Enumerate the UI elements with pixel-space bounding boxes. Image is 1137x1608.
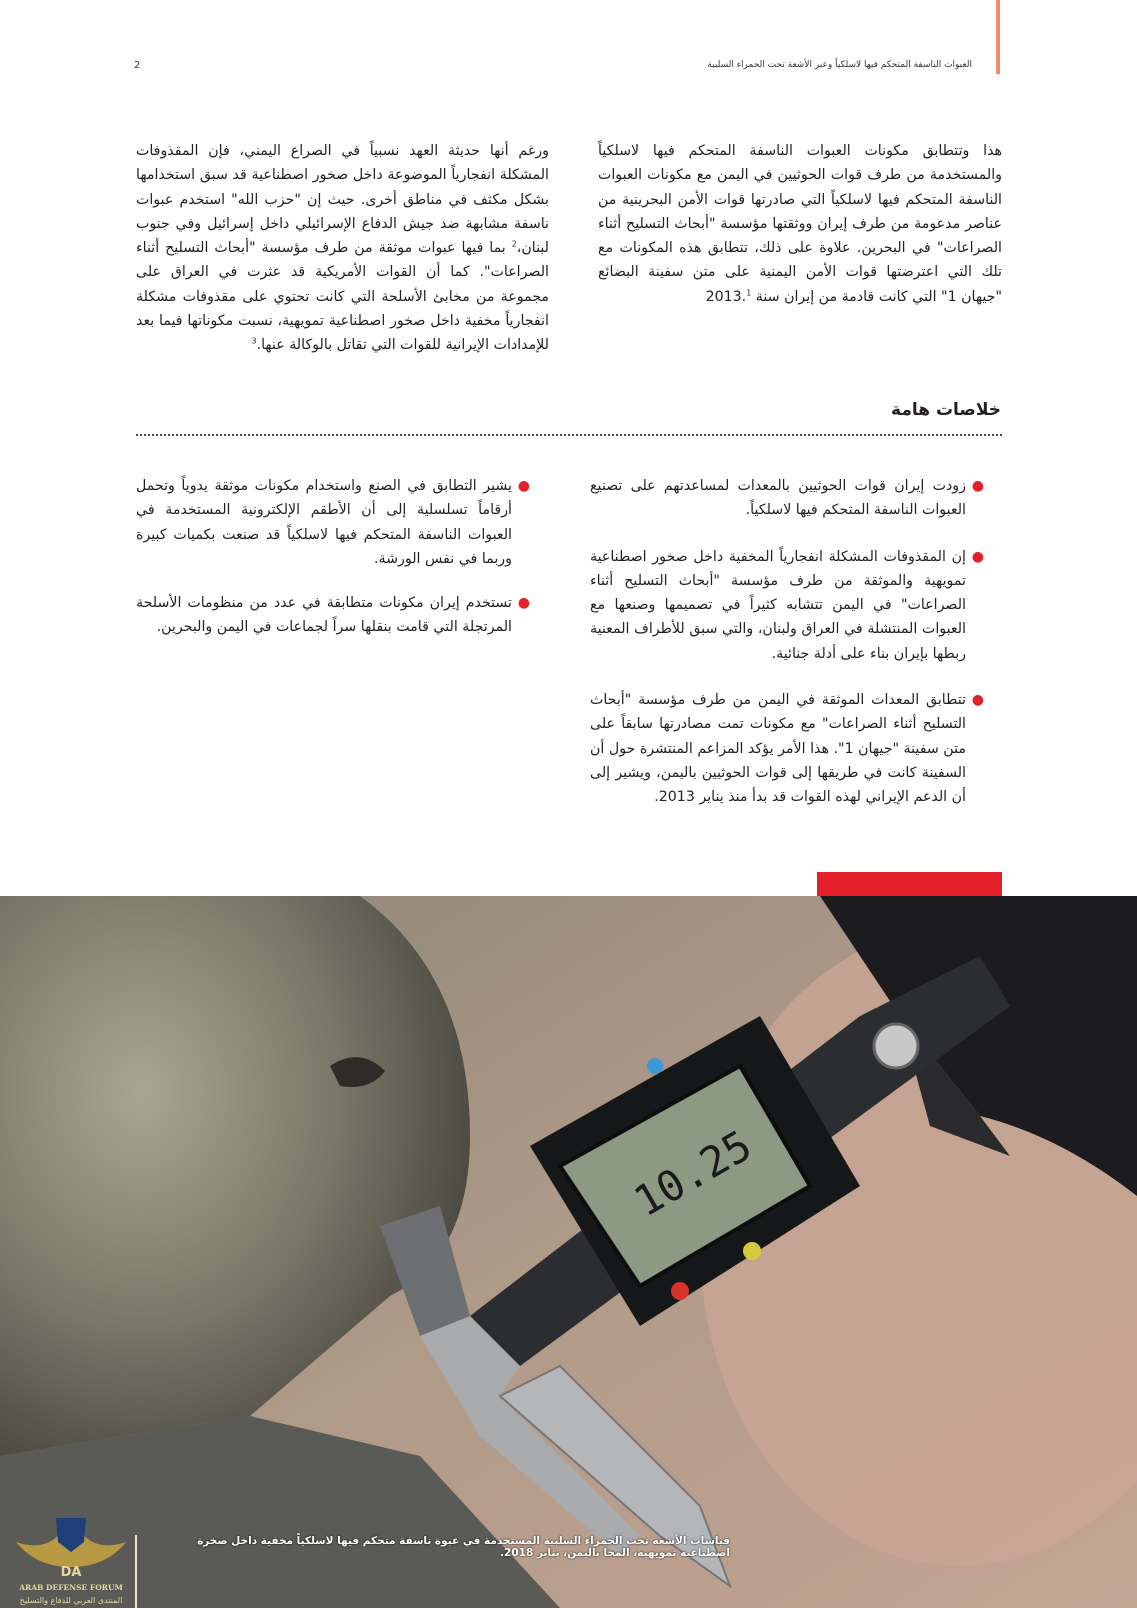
watermark-subtitle: المنتدى العربي للدفاع والتسليح	[19, 1596, 123, 1605]
arab-defense-forum-logo	[6, 1512, 136, 1608]
photo-accent-bar	[817, 872, 1002, 896]
photo-caption: قياسات الأشعة تحت الحمراء السلبية المستخدمة في عبوة ناسفة متحكم فيها لاسلكياً مخفية داخل صخرة اصطناعية تمويهية، المخا باليمن، يناير 2018.	[197, 1535, 730, 1559]
dotted-divider	[136, 434, 1002, 436]
footnote-ref[interactable]: 2	[511, 239, 517, 249]
list-item	[590, 545, 984, 666]
bullet-dot-icon: ●	[517, 595, 530, 612]
list-item	[590, 474, 984, 523]
body-paragraph-right	[598, 139, 1002, 309]
list-item-text: إن المقذوفات المشكلة انفجارياً المخفية داخل صخور اصطناعية تمويهية والموثقة من طرف مؤسسة "أبحاث التسليح أثناء الصراعات" في اليمن تتشابه كثيراً في تصميمها وصنعها مع العبوات المنتشلة في العراق ولبنان، والتي سبق للأطراف المعنية ربطها بإيران بناء على أدلة جنائية.	[590, 548, 966, 662]
body-paragraph-left-text: ورغم أنها حديثة العهد نسبياً في الصراع اليمني، فإن المقذوفات المشكلة انفجارياً الموضوعة داخل صخور اصطناعية قد سبق استخدامها بشكل مكثف في مناطق أخرى. حيث إن "حزب الله" استخدم عبوات ناسفة مشابهة ضد جيش الدفاع الإسرائيلي داخل إسرائيل وفي جنوب لبنان،	[136, 143, 549, 257]
key-findings-heading: خلاصات هامة	[891, 400, 1001, 420]
bullet-dot-icon: ●	[971, 548, 984, 565]
key-findings-list-left	[136, 474, 530, 660]
running-header: العبوات الناسفة المتحكم فيها لاسلكياً وعبر الأشعة تحت الحمراء السلبية	[707, 60, 972, 70]
body-paragraph-left	[136, 139, 549, 358]
list-item-text: زودت إيران قوات الحوثيين بالمعدات لمساعدتهم على تصنيع العبوات الناسفة المتحكم فيها لاسلكياً.	[590, 478, 966, 519]
watermark-title: ARAB DEFENSE FORUM	[19, 1583, 123, 1592]
list-item-text: تتطابق المعدات الموثقة في اليمن من طرف مؤسسة "أبحاث التسليح أثناء الصراعات" مع مكونات تمت مصادرتها سابقاً على متن سفينة "جيهان 1". هذا الأمر يؤكد المزاعم المنتشرة حول أن السفينة كانت في طريقها إلى قوات الحوثيين باليمن، ويشير إلى أن الدعم الإيراني لهذه القوات قد بدأ منذ يناير 2013.	[590, 692, 966, 806]
body-paragraph-right-text: هذا وتتطابق مكونات العبوات الناسفة المتحكم فيها لاسلكياً والمستخدمة من طرف قوات الحوثيين في اليمن مع مكونات العبوات الناسفة المتحكم فيها لاسلكياً التي صادرتها قوات الأمن البحرينية من عناصر مدعومة من طرف إيران ووثقتها مؤسسة "أبحاث التسليح أثناء الصراعات" في البحرين. علاوة على ذلك، تتطابق هذه المكونات مع تلك التي اعترضتها قوات الأمن اليمنية على متن سفينة البضائع "جيهان 1" التي كانت قادمة من إيران سنة 2013.	[598, 143, 1002, 305]
caliper-display-readout: 10.25	[625, 1120, 760, 1227]
list-item	[136, 474, 530, 571]
footnote-ref[interactable]: 1	[746, 288, 752, 298]
bullet-dot-icon: ●	[971, 692, 984, 709]
page-number: 2	[134, 60, 141, 71]
list-item-text: تستخدم إيران مكونات متطابقة في عدد من منظومات الأسلحة المرتجلة التي قامت بنقلها سراً لجماعات في اليمن والبحرين.	[136, 595, 512, 636]
caliper-rock-photo	[0, 896, 1137, 1608]
header-accent-line	[996, 0, 1000, 74]
key-findings-list-right	[590, 474, 984, 832]
bullet-dot-icon: ●	[971, 478, 984, 494]
body-paragraph-left-text-cont: بما فيها عبوات موثقة من طرف مؤسسة "أبحاث التسليح أثناء الصراعات". كما أن القوات الأمريكية قد عثرت في العراق على مجموعة من مخابئ الأسلحة التي كانت تحتوي على مقذوفات مشكلة انفجارياً مخفية داخل صخور اصطناعية تمويهية، نسبت مكوناتها فيما بعد للإمدادات الإيرانية للقوات التي تقاتل بالوكالة عنها.	[136, 240, 549, 354]
bullet-dot-icon: ●	[517, 478, 530, 494]
footnote-ref[interactable]: 3	[251, 336, 257, 346]
list-item	[136, 591, 530, 640]
list-item-text: يشير التطابق في الصنع واستخدام مكونات موثقة يدوياً وتحمل أرقاماً تسلسلية إلى أن الأطقم الإلكترونية المستخدمة في العبوات الناسفة المتحكم فيها لاسلكياً قد صنعت بكميات كبيرة وربما في نفس الورشة.	[136, 478, 512, 567]
list-item	[590, 688, 984, 809]
logo-initials: DA	[60, 1565, 82, 1580]
